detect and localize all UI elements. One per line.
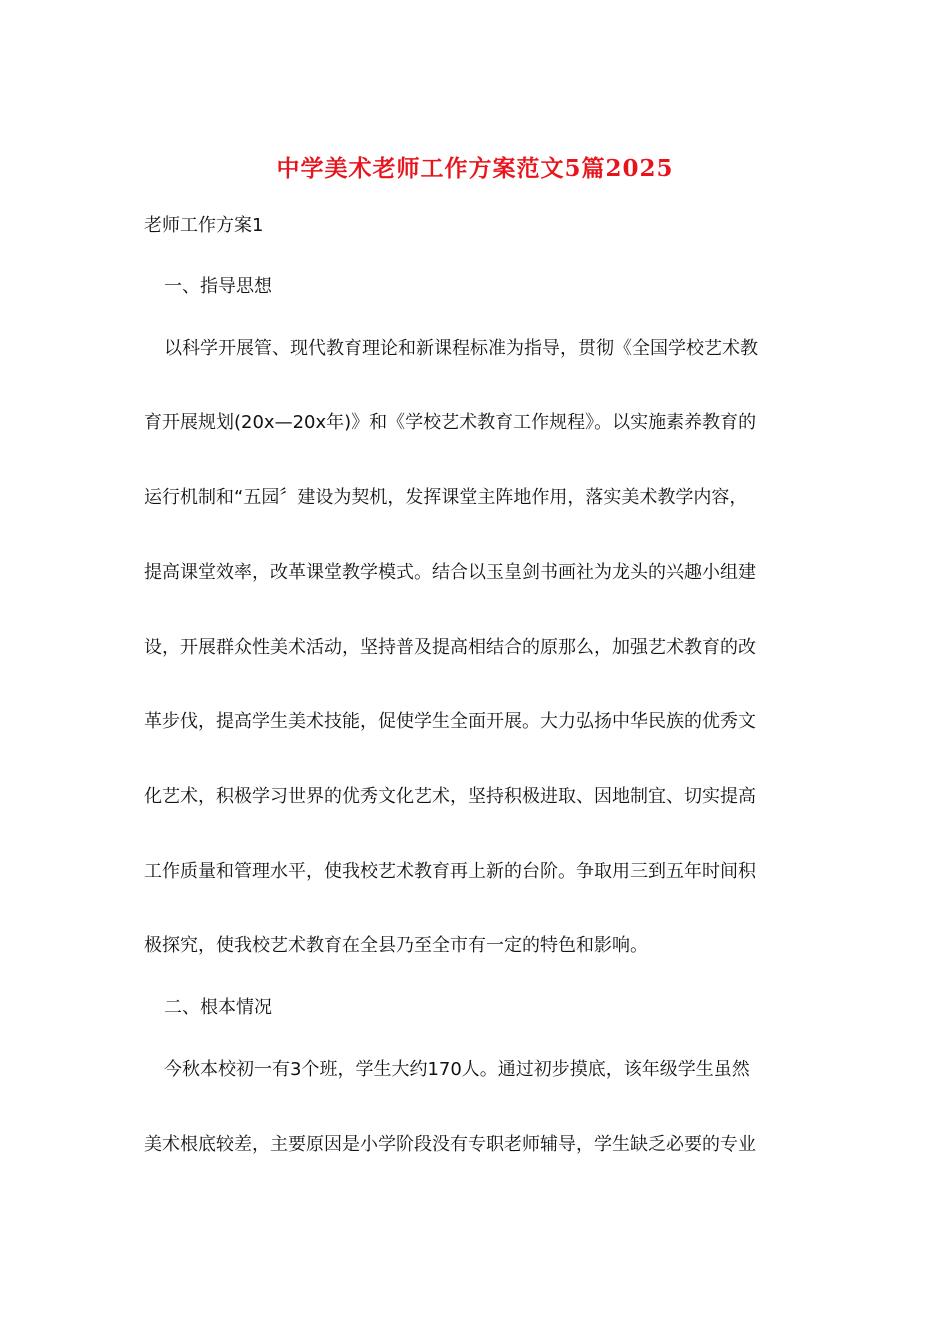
- paragraph-line: 化艺术，积极学习世界的优秀文化艺术，坚持积极进取、因地制宜、切实提高: [144, 786, 756, 807]
- paragraph-line: 今秋本校初一有3个班，学生大约170人。通过初步摸底，该年级学生虽然: [164, 1059, 750, 1080]
- paragraph-line: 以科学开展管、现代教育理论和新课程标准为指导，贯彻《全国学校艺术教: [164, 338, 758, 359]
- paragraph-line: 运行机制和“五园〞建设为契机，发挥课堂主阵地作用，落实美术教学内容，: [144, 487, 748, 508]
- paragraph-line: 极探究，使我校艺术教育在全县乃至全市有一定的特色和影响。: [144, 935, 648, 956]
- paragraph-line: 革步伐，提高学生美术技能，促使学生全面开展。大力弘扬中华民族的优秀文: [144, 711, 756, 732]
- paragraph-line: 提高课堂效率，改革课堂教学模式。结合以玉皇剑书画社为龙头的兴趣小组建: [144, 562, 756, 583]
- paragraph-line: 美术根底较差，主要原因是小学阶段没有专职老师辅导，学生缺乏必要的专业: [144, 1134, 756, 1155]
- heading-basic-situation: 二、根本情况: [164, 997, 272, 1018]
- paragraph-line: 育开展规划(20x—20x年)》和《学校艺术教育工作规程》。以实施素养教育的: [144, 412, 757, 433]
- paragraph-line: 设，开展群众性美术活动，坚持普及提高相结合的原那么，加强艺术教育的改: [144, 637, 756, 658]
- heading-guiding-ideology: 一、指导思想: [164, 276, 272, 297]
- section-title: 老师工作方案1: [144, 215, 264, 236]
- document-title: 中学美术老师工作方案范文5篇2025: [276, 155, 674, 182]
- paragraph-line: 工作质量和管理水平，使我校艺术教育再上新的台阶。争取用三到五年时间积: [144, 861, 756, 882]
